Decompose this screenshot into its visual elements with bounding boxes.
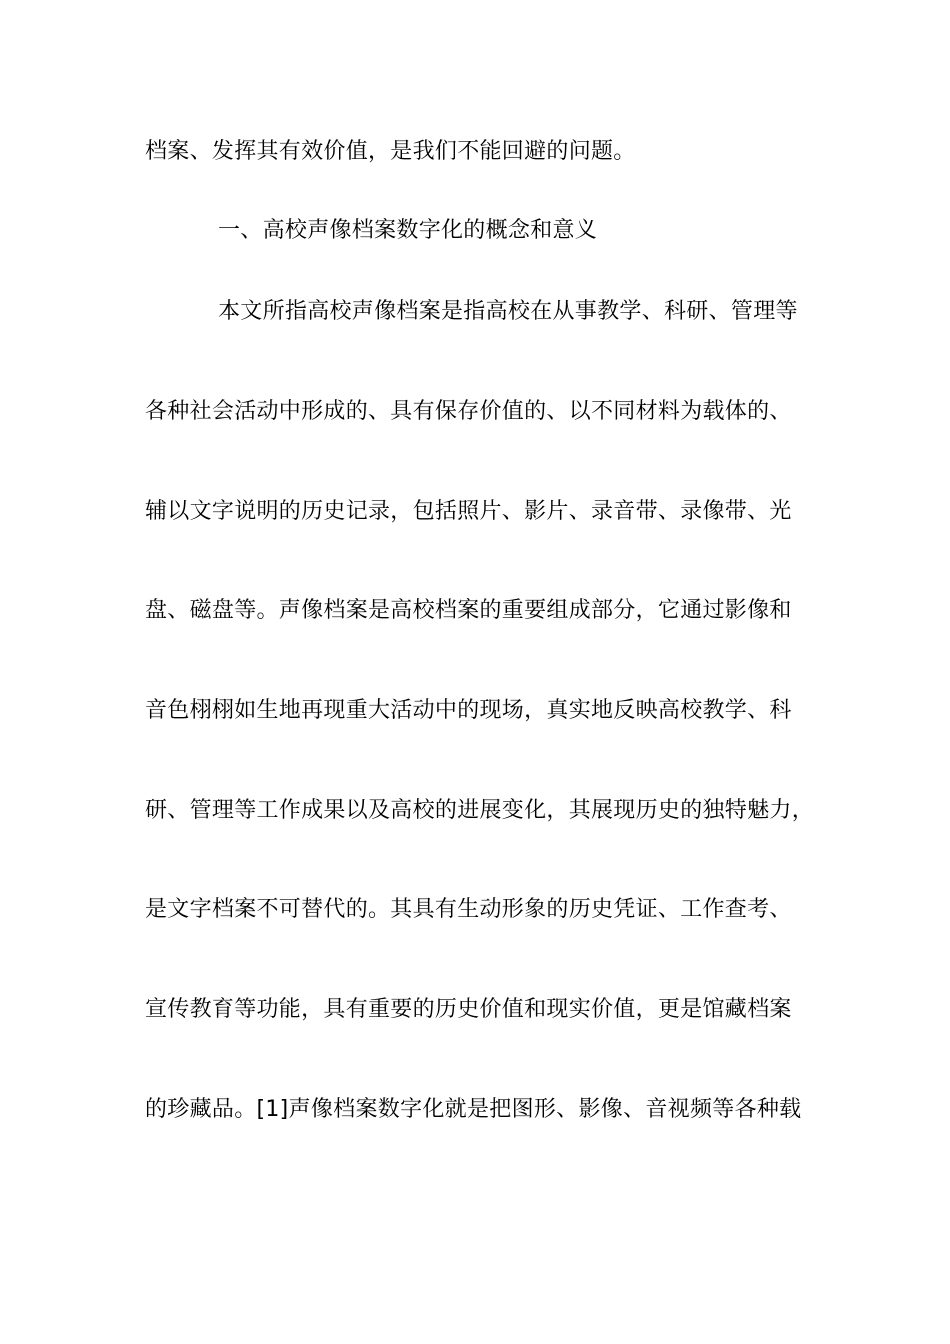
text-line-5: 盘、磁盘等。声像档案是高校档案的重要组成部分，它通过影像和 — [145, 598, 792, 623]
section-heading: 一、高校声像档案数字化的概念和意义 — [218, 218, 598, 243]
text-line-2: 本文所指高校声像档案是指高校在从事教学、科研、管理等 — [218, 299, 798, 324]
text-line-9: 宣传教育等功能，具有重要的历史价值和现实价值，更是馆藏档案 — [145, 997, 792, 1022]
text-line-4: 辅以文字说明的历史记录，包括照片、影片、录音带、录像带、光 — [145, 499, 792, 524]
text-line-3: 各种社会活动中形成的、具有保存价值的、以不同材料为载体的、 — [145, 399, 792, 424]
text-line-10: 的珍藏品。[1]声像档案数字化就是把图形、影像、音视频等各种载 — [145, 1097, 802, 1122]
text-line-1: 档案、发挥其有效价值，是我们不能回避的问题。 — [145, 139, 636, 164]
text-line-8: 是文字档案不可替代的。其具有生动形象的历史凭证、工作查考、 — [145, 897, 792, 922]
text-line-6: 音色栩栩如生地再现重大活动中的现场，真实地反映高校教学、科 — [145, 698, 792, 723]
text-line-7: 研、管理等工作成果以及高校的进展变化，其展现历史的独特魅力， — [145, 798, 815, 823]
